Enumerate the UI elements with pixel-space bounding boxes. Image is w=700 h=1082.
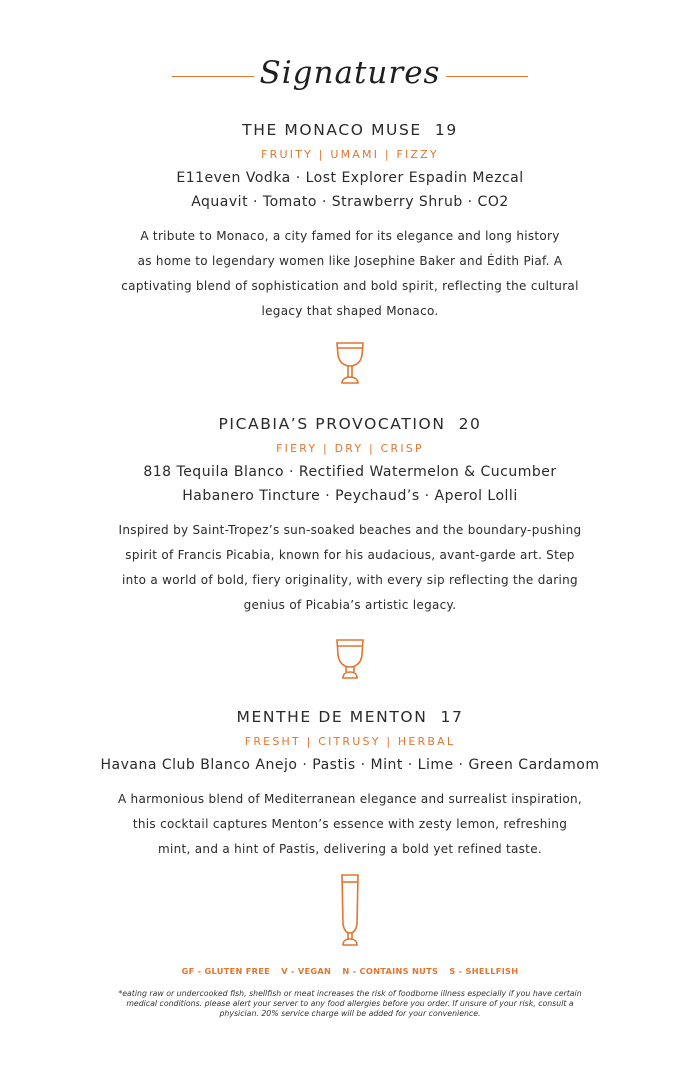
description-line: A tribute to Monaco, a city famed for its elegance and long history bbox=[140, 229, 560, 243]
goblet-icon bbox=[0, 340, 700, 390]
dietary-legend bbox=[0, 966, 700, 976]
drink-name: MENTHE DE MENTON bbox=[236, 708, 428, 726]
drink-name: PICABIA’S PROVOCATION bbox=[218, 415, 446, 433]
description-line: this cocktail captures Menton’s essence with zesty lemon, refreshing bbox=[132, 817, 568, 831]
drink-flavors: FRUITY | UMAMI | FIZZY bbox=[261, 148, 439, 161]
description-line: spirit of Francis Picabia, known for his audacious, avant-garde art. Step bbox=[125, 548, 575, 562]
drink-section-menthe-de-menton bbox=[0, 706, 700, 862]
header-rule-right bbox=[446, 76, 528, 77]
health-disclaimer bbox=[58, 989, 642, 1019]
description-line: genius of Picabia’s artistic legacy. bbox=[243, 598, 457, 612]
stemless-glass-icon bbox=[0, 637, 700, 685]
description-line: as home to legendary women like Josephine Baker and Édith Piaf. A bbox=[137, 254, 563, 268]
menu-header bbox=[0, 55, 700, 105]
collins-glass-icon bbox=[0, 872, 700, 952]
drink-ingredients bbox=[0, 460, 700, 508]
legend-contains-nuts: N - CONTAINS NUTS bbox=[342, 966, 439, 976]
drink-ingredients bbox=[0, 166, 700, 214]
drink-description bbox=[70, 224, 630, 324]
drink-flavors: FRESHT | CITRUSY | HERBAL bbox=[244, 735, 456, 748]
ingredient-line: E11even Vodka · Lost Explorer Espadin Mezcal bbox=[176, 170, 524, 186]
description-line: Inspired by Saint-Tropez’s sun-soaked beaches and the boundary-pushing bbox=[118, 523, 582, 537]
drink-flavors: FIERY | DRY | CRISP bbox=[276, 442, 424, 455]
drink-ingredients bbox=[0, 753, 700, 777]
drink-section-monaco-muse bbox=[0, 119, 700, 324]
page-title: Signatures bbox=[259, 55, 441, 91]
drink-description bbox=[70, 787, 630, 862]
description-line: captivating blend of sophistication and bold spirit, reflecting the cultural bbox=[121, 279, 579, 293]
drink-title bbox=[0, 119, 700, 141]
drink-section-picabias-provocation bbox=[0, 413, 700, 618]
description-line: A harmonious blend of Mediterranean elegance and surrealist inspiration, bbox=[117, 792, 583, 806]
description-line: into a world of bold, fiery originality, with every sip reflecting the daring bbox=[122, 573, 578, 587]
disclaimer-line: physician. 20% service charge will be added for your convenience. bbox=[219, 1009, 481, 1018]
drink-title bbox=[0, 706, 700, 728]
disclaimer-line: medical conditions. please alert your server to any food allergies before you order. If unsure of your risk, consult a bbox=[126, 999, 574, 1008]
drink-name: THE MONACO MUSE bbox=[242, 121, 422, 139]
disclaimer-line: *eating raw or undercooked fish, shellfish or meat increases the risk of foodborne illness especially if you have certain bbox=[118, 989, 582, 998]
drink-title bbox=[0, 413, 700, 435]
description-line: legacy that shaped Monaco. bbox=[261, 304, 439, 318]
legend-gluten-free: GF - GLUTEN FREE bbox=[181, 966, 271, 976]
legend-shellfish: S - SHELLFISH bbox=[449, 966, 519, 976]
ingredient-line: Havana Club Blanco Anejo · Pastis · Mint · Lime · Green Cardamom bbox=[100, 757, 600, 773]
drink-description bbox=[70, 518, 630, 618]
description-line: mint, and a hint of Pastis, delivering a bold yet refined taste. bbox=[158, 842, 542, 856]
header-rule-left bbox=[172, 76, 254, 77]
ingredient-line: Habanero Tincture · Peychaud’s · Aperol Lolli bbox=[182, 488, 518, 504]
drink-price: 17 bbox=[440, 708, 464, 726]
legend-vegan: V - VEGAN bbox=[281, 966, 332, 976]
drink-price: 20 bbox=[458, 415, 482, 433]
ingredient-line: Aquavit · Tomato · Strawberry Shrub · CO2 bbox=[191, 194, 509, 210]
ingredient-line: 818 Tequila Blanco · Rectified Watermelon & Cucumber bbox=[143, 464, 557, 480]
drink-price: 19 bbox=[434, 121, 458, 139]
